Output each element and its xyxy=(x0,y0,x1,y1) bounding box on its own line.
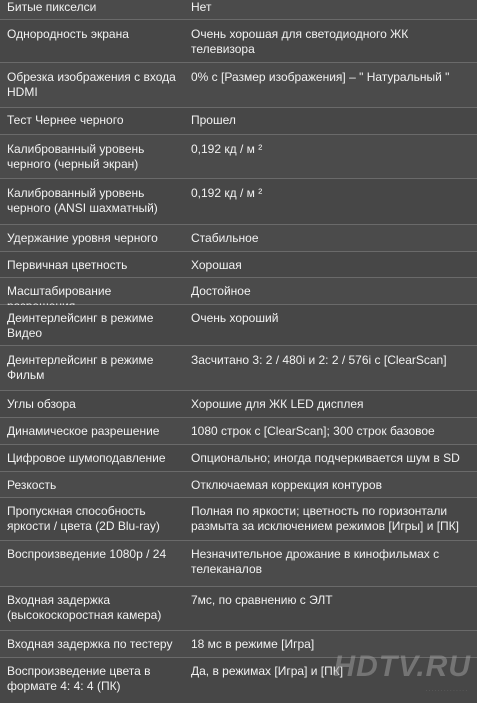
row-label: Динамическое разрешение xyxy=(7,424,160,438)
row-value: Нет xyxy=(191,0,212,14)
row-value: Хорошая xyxy=(191,258,242,272)
table-row xyxy=(0,418,477,445)
row-label: Обрезка изображения с входа HDMI xyxy=(7,70,176,99)
table-row xyxy=(0,346,477,391)
row-label: Входная задержка (высокоскоростная камера) xyxy=(7,593,162,622)
row-label: Удержание уровня черного xyxy=(7,231,158,245)
site-logo-watermark xyxy=(333,650,471,694)
row-label: Резкость xyxy=(7,478,57,492)
row-value: Стабильное xyxy=(191,231,259,245)
row-label: Однородность экрана xyxy=(7,27,129,41)
row-value: 0,192 кд / м ² xyxy=(191,186,263,200)
table-row xyxy=(0,498,477,541)
table-row xyxy=(0,541,477,587)
row-value: Полная по яркости; цветность по горизонтали размыта за исключением режимов [Игры] и [ПК] xyxy=(191,504,460,533)
row-value: Да, в режимах [Игра] и [ПК] xyxy=(191,664,344,678)
row-value: Опционально; иногда подчеркивается шум в SD xyxy=(191,451,460,465)
row-label: Тест Чернее черного xyxy=(7,113,124,127)
row-value: Достойное xyxy=(191,284,251,298)
row-label: Масштабирование xyxy=(7,284,112,298)
row-label: Калиброванный уровень черного (ANSI шахматный) xyxy=(7,186,158,215)
row-label: Битые пикселси xyxy=(7,0,97,14)
row-label: Деинтерлейсинг в режиме Видео xyxy=(7,311,154,340)
table-row xyxy=(0,135,477,179)
row-label: Входная задержка по тестеру xyxy=(7,637,173,651)
row-value: Хорошие для ЖК LED дисплея xyxy=(191,397,364,411)
logo-tagline: · · · · · · · · · · · · · · xyxy=(425,688,467,694)
row-label: Углы обзора xyxy=(7,397,76,411)
table-row xyxy=(0,278,477,305)
row-label: Воспроизведение цвета в формате 4: 4: 4 (ПК) xyxy=(7,664,151,693)
table-row xyxy=(0,108,477,135)
row-label: Цифровое шумоподавление xyxy=(7,451,166,465)
table-row xyxy=(0,225,477,252)
row-value: Прошел xyxy=(191,113,236,127)
table-row xyxy=(0,305,477,346)
table-row xyxy=(0,20,477,63)
row-value: Незначительное дрожание в кинофильмах с телеканалов xyxy=(191,547,440,576)
row-label: Калиброванный уровень черного (черный экран) xyxy=(7,142,145,171)
row-value: Очень хороший xyxy=(191,311,279,325)
table-row xyxy=(0,252,477,278)
table-row xyxy=(0,0,477,20)
table-row xyxy=(0,391,477,418)
row-label: Деинтерлейсинг в режиме Фильм xyxy=(7,353,154,382)
row-value: 0,192 кд / м ² xyxy=(191,142,263,156)
row-label: Первичная цветность xyxy=(7,258,128,272)
row-value: 0% с [Размер изображения] – " Натуральный " xyxy=(191,70,450,84)
logo-text: HDTV.RU xyxy=(333,650,471,683)
row-value: Отключаемая коррекция контуров xyxy=(191,478,382,492)
table-row xyxy=(0,445,477,472)
row-value: Очень хорошая для светодиодного ЖК телевизора xyxy=(191,27,409,56)
row-value: 1080 строк с [ClearScan]; 300 строк базовое xyxy=(191,424,435,438)
table-row xyxy=(0,63,477,108)
row-label: Пропускная способность яркости / цвета (2D Blu-ray) xyxy=(7,504,160,533)
row-value: Засчитано 3: 2 / 480i и 2: 2 / 576i с [ClearScan] xyxy=(191,353,447,367)
row-value: 7мс, по сравнению с ЭЛТ xyxy=(191,593,333,607)
table-row xyxy=(0,587,477,631)
row-value: 18 мс в режиме [Игра] xyxy=(191,637,315,651)
table-row xyxy=(0,179,477,225)
table-row xyxy=(0,472,477,498)
row-label: Воспроизведение 1080p / 24 xyxy=(7,547,167,561)
